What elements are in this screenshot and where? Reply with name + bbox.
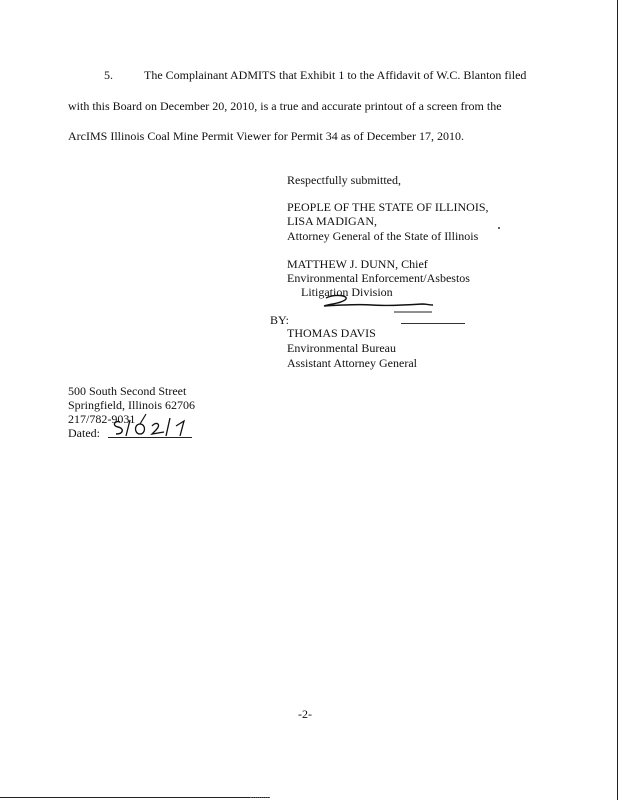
paragraph-line-3: ArcIMS Illinois Coal Mine Permit Viewer for Permit 34 as of December 17, 2010. xyxy=(68,129,464,143)
page-edge-bottom-dots xyxy=(250,797,270,799)
attorney-name: THOMAS DAVIS xyxy=(287,326,376,340)
division-name-line-1: Environmental Enforcement/Asbestos xyxy=(287,271,470,285)
signature-line xyxy=(401,323,465,325)
stray-mark xyxy=(498,227,500,229)
bureau-name: Environmental Bureau xyxy=(287,341,396,355)
address-phone: 217/782-9031 xyxy=(68,412,136,426)
page-number: -2- xyxy=(298,707,312,721)
handwritten-signature xyxy=(312,286,442,322)
division-chief-name: MATTHEW J. DUNN, Chief xyxy=(287,257,428,271)
page-edge-bottom xyxy=(0,797,270,798)
paragraph-number: 5. xyxy=(104,68,113,82)
division-name-line-2: Litigation Division xyxy=(301,285,393,299)
dated-label: Dated: xyxy=(68,426,100,440)
by-label: BY: xyxy=(270,313,289,327)
paragraph-line-2: with this Board on December 20, 2010, is a true and accurate printout of a screen from the xyxy=(68,99,502,113)
page-edge-right xyxy=(617,0,618,800)
attorney-general-title: Attorney General of the State of Illinois xyxy=(287,229,479,243)
paragraph-line-1: The Complainant ADMITS that Exhibit 1 to the Affidavit of W.C. Blanton filed xyxy=(144,68,527,82)
date-line xyxy=(108,437,192,438)
address-street: 500 South Second Street xyxy=(68,384,187,398)
attorney-title: Assistant Attorney General xyxy=(287,356,417,370)
party-name: PEOPLE OF THE STATE OF ILLINOIS, xyxy=(287,200,489,214)
attorney-general-name: LISA MADIGAN, xyxy=(287,214,377,228)
address-city: Springfield, Illinois 62706 xyxy=(68,398,195,412)
closing-text: Respectfully submitted, xyxy=(287,173,401,187)
